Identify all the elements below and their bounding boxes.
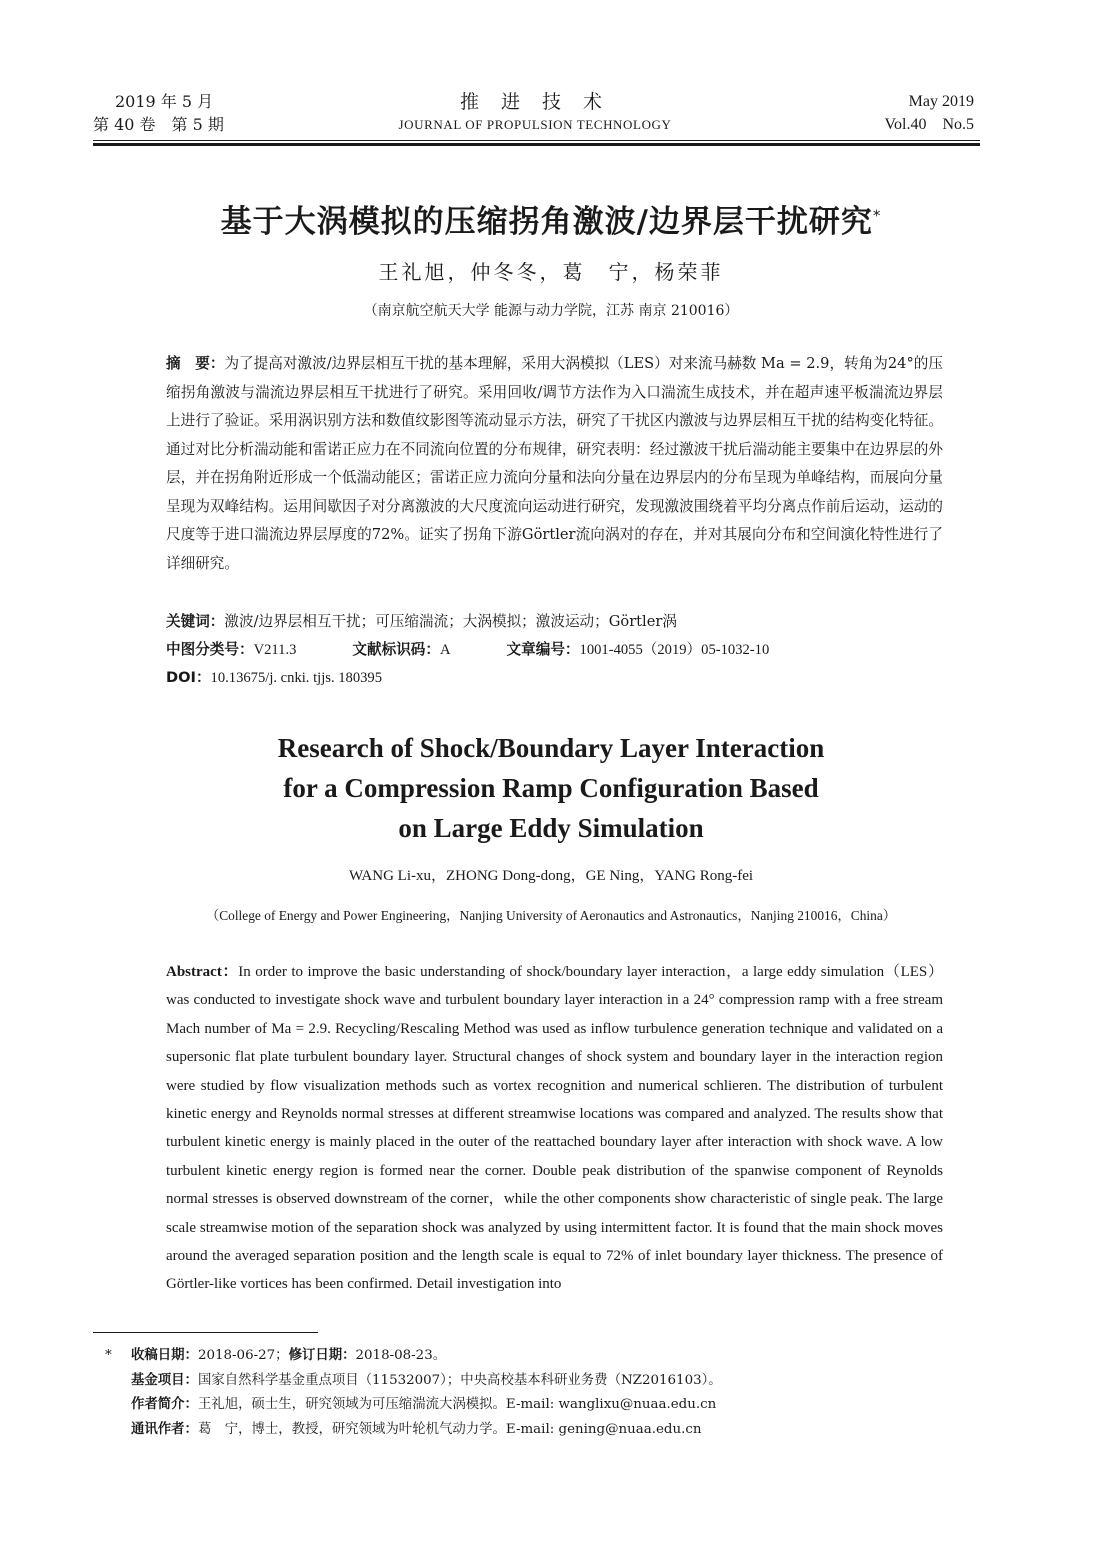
clc-value: V211.3 (253, 642, 297, 658)
affiliation-cn: （南京航空航天大学 能源与动力学院，江苏 南京 210016） (363, 303, 739, 319)
paper-title-en (60, 728, 1042, 848)
author-bio-text: 王礼旭，硕士生，研究领域为可压缩湍流大涡模拟。E-mail: wanglixu@nuaa.edu.cn (197, 1397, 717, 1412)
article-number-value: 1001-4055（2019）05-1032-10 (579, 642, 770, 658)
authors-cn: 王礼旭，仲冬冬，葛 宁，杨荣菲 (378, 260, 724, 284)
corresponding-text: 葛 宁，博士，教授，研究领域为叶轮机气动力学。E-mail: gening@nuaa.edu.cn (197, 1421, 702, 1437)
header-date-en: May 2019 (908, 93, 974, 110)
footnote-received (105, 1344, 722, 1369)
clc-label: 中图分类号： (166, 641, 254, 658)
keywords-cn (166, 608, 677, 636)
fund-label: 基金项目： (131, 1372, 198, 1388)
footnote-rule (93, 1332, 318, 1333)
header-issue-cn (93, 90, 224, 136)
paper-title-cn (60, 196, 1042, 241)
corresponding-label: 通讯作者： (131, 1421, 198, 1437)
title-footnote-mark: * (872, 206, 882, 225)
doi-label: DOI： (166, 669, 211, 686)
doccode-value: A (440, 642, 451, 658)
journal-name-cn: 推 进 技 术 (459, 91, 611, 113)
authors-en: WANG Li-xu，ZHONG Dong-dong，GE Ning，YANG Rong-fei (348, 868, 754, 884)
paper-title-en-line: for a Compression Ramp Configuration Based (283, 773, 819, 803)
revised-date: 2018-08-23。 (355, 1348, 447, 1363)
keywords-cn-label: 关键词： (166, 613, 225, 630)
abstract-cn-text: 为了提高对激波/边界层相互干扰的基本理解，采用大涡模拟（LES）对来流马赫数 Ma = 2.9，转角为24°的压缩拐角激波与湍流边界层相互干扰进行了研究。采用回收/调节方法作为入口湍流生成技术，并在超声速平板湍流边界层上进行了验证。采用涡识别方法和数值纹影图等流动显示方法，研究了干扰区内激波与边界层相互干扰的结构变化特征。通过对比分析湍动能和雷诺正应力在不同流向位置的分布规律，研究表明：经过激波干扰后湍动能主要集中在边界层的外层，并在拐角附近形成一个低湍动能区；雷诺正应力流向分量和法向分量在边界层内的分布呈现为单峰结构，而展向分量呈现为双峰结构。运用间歇因子对分离激波的大尺度流向运动进行研究，发现激波围绕着平均分离点作前后运动，运动的尺度等于进口湍流边界层厚度的72%。证实了拐角下游Görtler流向涡对的存在，并对其展向分布和空间演化特性进行了详细研究。 (166, 355, 943, 572)
author-bio-label: 作者简介： (131, 1397, 198, 1412)
journal-name-en: JOURNAL OF PROPULSION TECHNOLOGY (398, 117, 672, 132)
doccode-label: 文献标识码： (352, 641, 440, 658)
header-issue-en (885, 90, 975, 136)
abstract-cn-label: 摘 要： (166, 355, 225, 372)
affiliation-en: （College of Energy and Power Engineering，Nanjing University of Aeronautics and Astronautics，Nanjing 210016，China） (205, 908, 897, 923)
abstract-en-text: In order to improve the basic understanding of shock/boundary layer interaction，a large eddy simulation（LES）was conducted to investigate shock wave and turbulent boundary layer interaction in a 24° compression ramp with a free stream Mach number of Ma = 2.9. Recycling/Rescaling Method was used as inflow turbulence generation technique and validated on a supersonic flat plate turbulent boundary layer. Structural changes of shock system and boundary layer in the interaction region were studied by flow visualization methods such as vortex recognition and numerical schlieren. The distribution of turbulent kinetic energy and Reynolds normal stresses at different streamwise locations was compared and analyzed. The results show that turbulent kinetic energy is mainly placed in the outer of the reattached boundary layer after interaction with shock wave. A low turbulent kinetic energy region is formed near the corner. Double peak distribution of the spanwise component of Reynolds normal stresses is observed downstream of the corner，while the other components show characteristic of single peak. The large scale streamwise motion of the separation shock was analyzed by using intermittent factor. It is found that the main shock moves around the averaged separation position and the length scale is equal to 72% of inlet boundary layer thickness. The presence of Görtler-like vortices has been confirmed. Detail investigation into (166, 964, 943, 1293)
footnote-author (105, 1393, 722, 1418)
received-label: 收稿日期： (131, 1348, 198, 1363)
footnote-corresponding (105, 1418, 722, 1443)
paper-title-cn-text: 基于大涡模拟的压缩拐角激波/边界层干扰研究 (220, 204, 873, 240)
doi-value: 10.13675/j. cnki. tjjs. 180395 (210, 670, 383, 686)
keywords-cn-text: 激波/边界层相互干扰；可压缩湍流；大涡模拟；激波运动；Görtler涡 (224, 613, 677, 630)
journal-masthead (330, 90, 740, 135)
classification-line (166, 636, 769, 664)
header-date-cn: 2019 年 5 月 (115, 92, 214, 111)
doi-line (166, 664, 382, 692)
abstract-en (131, 958, 943, 1299)
header-rule-thin (93, 140, 980, 141)
footnotes (105, 1344, 722, 1442)
abstract-en-label: Abstract： (166, 964, 239, 980)
header-volume-en: Vol.40 No.5 (884, 116, 974, 133)
header-rule-thick (93, 143, 980, 146)
header-volume-cn: 第 40 卷 第 5 期 (93, 115, 224, 134)
footnote-fund (105, 1369, 722, 1394)
paper-title-en-line: Research of Shock/Boundary Layer Interaction (277, 733, 825, 763)
fund-text: 国家自然科学基金重点项目（11532007）；中央高校基本科研业务费（NZ2016103）。 (197, 1372, 722, 1388)
revised-label: 修订日期： (288, 1348, 356, 1363)
paper-title-en-line: on Large Eddy Simulation (398, 813, 704, 843)
footnote-mark: * (105, 1348, 112, 1363)
received-date: 2018-06-27； (197, 1348, 289, 1363)
abstract-cn (131, 350, 943, 578)
article-number-label: 文章编号： (506, 641, 580, 658)
